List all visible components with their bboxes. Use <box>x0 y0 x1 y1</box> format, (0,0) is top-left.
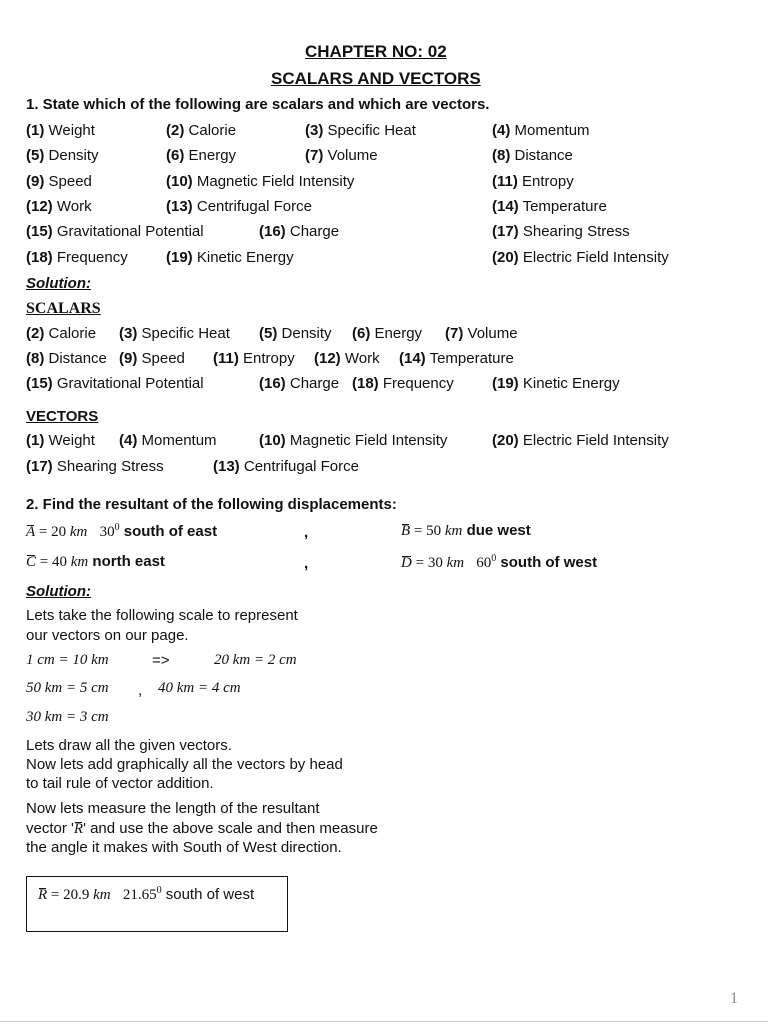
measure-text-line-1: Now lets measure the length of the resultant <box>26 800 320 817</box>
item-label: Magnetic Field Intensity <box>196 173 355 190</box>
displacement-direction: due west <box>466 522 531 539</box>
vector-symbol: B <box>401 523 411 539</box>
item-number: (7) <box>445 325 464 342</box>
result-answer: R = 20.9 km 21.65$^0$ south of west <box>38 885 255 903</box>
result-unit: km <box>93 887 111 903</box>
scalar-item <box>492 375 620 392</box>
item-number: (7) <box>305 147 324 164</box>
separator-comma: , <box>304 555 309 572</box>
vector-symbol: C <box>26 554 37 570</box>
item-number: (5) <box>26 147 45 164</box>
item-number: (20) <box>492 432 519 449</box>
quantity-item <box>492 147 573 164</box>
quantity-item <box>166 147 236 164</box>
solution-label-1: Solution: <box>26 275 91 292</box>
item-number: (12) <box>26 198 53 215</box>
draw-text-line-1: Lets draw all the given vectors. <box>26 737 232 754</box>
item-label: Centrifugal Force <box>196 198 312 215</box>
displacement-a: A = 20 km $30^0$ south of east <box>26 522 218 540</box>
item-label: Electric Field Intensity <box>522 249 669 266</box>
item-number: (13) <box>166 198 193 215</box>
quantity-item <box>166 198 312 215</box>
item-label: Kinetic Energy <box>196 249 294 266</box>
item-label: Shearing Stress <box>56 458 164 475</box>
scalars-heading: SCALARS <box>26 300 101 317</box>
item-label: Weight <box>48 432 95 449</box>
item-number: (15) <box>26 375 53 392</box>
item-number: (1) <box>26 432 45 449</box>
item-label: Momentum <box>514 122 590 139</box>
scale-text-line-1: Lets take the following scale to represent <box>26 607 298 624</box>
item-label: Entropy <box>522 173 574 190</box>
vector-item <box>119 432 217 449</box>
item-number: (4) <box>492 122 511 139</box>
quantity-item <box>26 249 128 266</box>
item-label: Calorie <box>48 325 97 342</box>
item-number: (17) <box>26 458 53 475</box>
scalar-item <box>26 325 96 342</box>
scale-equation-1b: 20 km = 2 cm <box>214 652 297 668</box>
item-label: Entropy <box>243 350 295 367</box>
separator-comma: , <box>304 524 309 541</box>
item-label: Distance <box>514 147 573 164</box>
item-number: (17) <box>492 223 519 240</box>
item-label: Gravitational Potential <box>56 223 204 240</box>
quantity-item <box>492 173 574 190</box>
item-number: (19) <box>492 375 519 392</box>
displacement-unit: km <box>69 524 88 540</box>
scalar-item <box>119 325 230 342</box>
scalar-item <box>352 325 422 342</box>
item-label: Speed <box>141 350 185 367</box>
displacement-direction: south of west <box>500 554 598 571</box>
scale-separator: , <box>138 682 143 699</box>
item-label: Density <box>48 147 99 164</box>
item-number: (3) <box>305 122 324 139</box>
item-number: (19) <box>166 249 193 266</box>
item-number: (13) <box>213 458 240 475</box>
item-number: (12) <box>314 350 341 367</box>
measure-text-line-3: the angle it makes with South of West direction. <box>26 839 342 856</box>
item-label: Weight <box>48 122 95 139</box>
vector-item <box>492 432 669 449</box>
item-number: (1) <box>26 122 45 139</box>
item-number: (2) <box>166 122 185 139</box>
item-label: Temperature <box>429 350 514 367</box>
vectors-heading: VECTORS <box>26 408 99 425</box>
item-number: (8) <box>26 350 45 367</box>
quantity-item <box>26 122 95 139</box>
item-number: (8) <box>492 147 511 164</box>
scalar-item <box>399 350 514 367</box>
measure-text-line-2 <box>26 820 378 838</box>
item-label: Volume <box>327 147 378 164</box>
result-angle: 21.65 <box>122 887 157 903</box>
quantity-item <box>166 249 294 266</box>
item-label: Volume <box>467 325 518 342</box>
item-number: (11) <box>492 173 518 190</box>
displacement-unit: km <box>446 555 465 571</box>
item-label: Gravitational Potential <box>56 375 204 392</box>
quantity-item <box>259 223 339 240</box>
item-number: (10) <box>259 432 286 449</box>
vector-item <box>259 432 447 449</box>
item-number: (6) <box>352 325 371 342</box>
item-number: (2) <box>26 325 45 342</box>
page-number: 1 <box>730 990 738 1007</box>
item-label: Frequency <box>382 375 454 392</box>
scale-equation-2b: 40 km = 4 cm <box>158 680 241 696</box>
item-number: (14) <box>399 350 426 367</box>
vector-symbol: R <box>73 821 84 837</box>
scalar-item <box>26 375 204 392</box>
item-label: Charge <box>289 375 340 392</box>
vector-item <box>26 432 95 449</box>
displacement-value: 30 <box>427 555 443 571</box>
item-label: Distance <box>48 350 107 367</box>
quantity-item <box>26 198 92 215</box>
draw-text-line-2: Now lets add graphically all the vectors by head <box>26 756 343 773</box>
quantity-item <box>492 249 669 266</box>
item-label: Density <box>281 325 332 342</box>
vector-symbol: A <box>26 524 36 540</box>
displacement-unit: km <box>70 554 89 570</box>
quantity-item <box>492 223 630 240</box>
item-number: (5) <box>259 325 278 342</box>
vector-symbol: R <box>38 887 48 903</box>
quantity-item <box>166 122 236 139</box>
displacement-angle: 30 <box>99 524 115 540</box>
item-label: Speed <box>48 173 92 190</box>
displacement-direction: north east <box>92 553 165 570</box>
displacement-value: 50 <box>426 523 442 539</box>
chapter-title: CHAPTER NO: 02 <box>305 42 447 61</box>
implies-arrow: => <box>152 652 170 669</box>
displacement-b: B = 50 km due west <box>401 522 531 539</box>
question-2: 2. Find the resultant of the following displacements: <box>26 496 397 513</box>
item-label: Momentum <box>141 432 217 449</box>
item-number: (11) <box>213 350 239 367</box>
scale-equation-2a: 50 km = 5 cm <box>26 680 109 696</box>
item-number: (18) <box>26 249 53 266</box>
item-number: (3) <box>119 325 138 342</box>
item-label: Work <box>56 198 92 215</box>
scalar-item <box>259 375 339 392</box>
quantity-item <box>166 173 354 190</box>
result-direction: south of west <box>165 886 255 903</box>
quantity-item <box>26 223 204 240</box>
item-label: Energy <box>374 325 423 342</box>
item-label: Centrifugal Force <box>243 458 359 475</box>
draw-text-line-3: to tail rule of vector addition. <box>26 775 214 792</box>
result-value: 20.9 <box>63 887 90 903</box>
item-label: Kinetic Energy <box>522 375 620 392</box>
item-label: Electric Field Intensity <box>522 432 669 449</box>
question-1: 1. State which of the following are scalars and which are vectors. <box>26 96 490 113</box>
item-number: (20) <box>492 249 519 266</box>
scale-equation-3: 30 km = 3 cm <box>26 709 109 725</box>
displacement-c: C = 40 km north east <box>26 553 165 570</box>
item-label: Magnetic Field Intensity <box>289 432 448 449</box>
item-number: (9) <box>119 350 138 367</box>
measure-text-part: ' and use the above scale and then measure <box>83 820 378 837</box>
displacement-angle: 60 <box>476 555 492 571</box>
item-label: Specific Heat <box>141 325 230 342</box>
quantity-item <box>26 147 99 164</box>
vector-item <box>213 458 359 475</box>
item-number: (16) <box>259 223 286 240</box>
quantity-item <box>305 122 416 139</box>
item-label: Frequency <box>56 249 128 266</box>
scalar-item <box>26 350 107 367</box>
displacement-d: D = 30 km $60^0$ south of west <box>401 553 598 571</box>
scalar-item <box>119 350 185 367</box>
quantity-item <box>492 198 607 215</box>
item-label: Specific Heat <box>327 122 416 139</box>
scalar-item <box>352 375 454 392</box>
quantity-item <box>26 173 92 190</box>
displacement-direction: south of east <box>123 523 218 540</box>
item-number: (15) <box>26 223 53 240</box>
item-number: (14) <box>492 198 519 215</box>
displacement-value: 40 <box>51 554 67 570</box>
quantity-item <box>492 122 590 139</box>
scale-equation-1a: 1 cm = 10 km <box>26 652 109 668</box>
item-label: Work <box>344 350 380 367</box>
item-number: (18) <box>352 375 379 392</box>
item-number: (4) <box>119 432 138 449</box>
measure-text-part: vector ' <box>26 820 74 837</box>
quantity-item <box>305 147 378 164</box>
vector-item <box>26 458 164 475</box>
displacement-unit: km <box>444 523 463 539</box>
item-number: (10) <box>166 173 193 190</box>
item-label: Energy <box>188 147 237 164</box>
displacement-value: 20 <box>51 524 67 540</box>
scale-text-line-2: our vectors on our page. <box>26 627 189 644</box>
item-label: Calorie <box>188 122 237 139</box>
scalar-item <box>445 325 518 342</box>
page-bottom-divider <box>0 1021 768 1022</box>
scalar-item <box>259 325 332 342</box>
topic-title: SCALARS AND VECTORS <box>271 69 481 88</box>
item-number: (16) <box>259 375 286 392</box>
scalar-item <box>213 350 295 367</box>
item-label: Charge <box>289 223 340 240</box>
item-number: (6) <box>166 147 185 164</box>
item-label: Temperature <box>522 198 607 215</box>
solution-label-2: Solution: <box>26 583 91 600</box>
vector-symbol: D <box>401 555 412 571</box>
scalar-item <box>314 350 380 367</box>
item-number: (9) <box>26 173 45 190</box>
item-label: Shearing Stress <box>522 223 630 240</box>
